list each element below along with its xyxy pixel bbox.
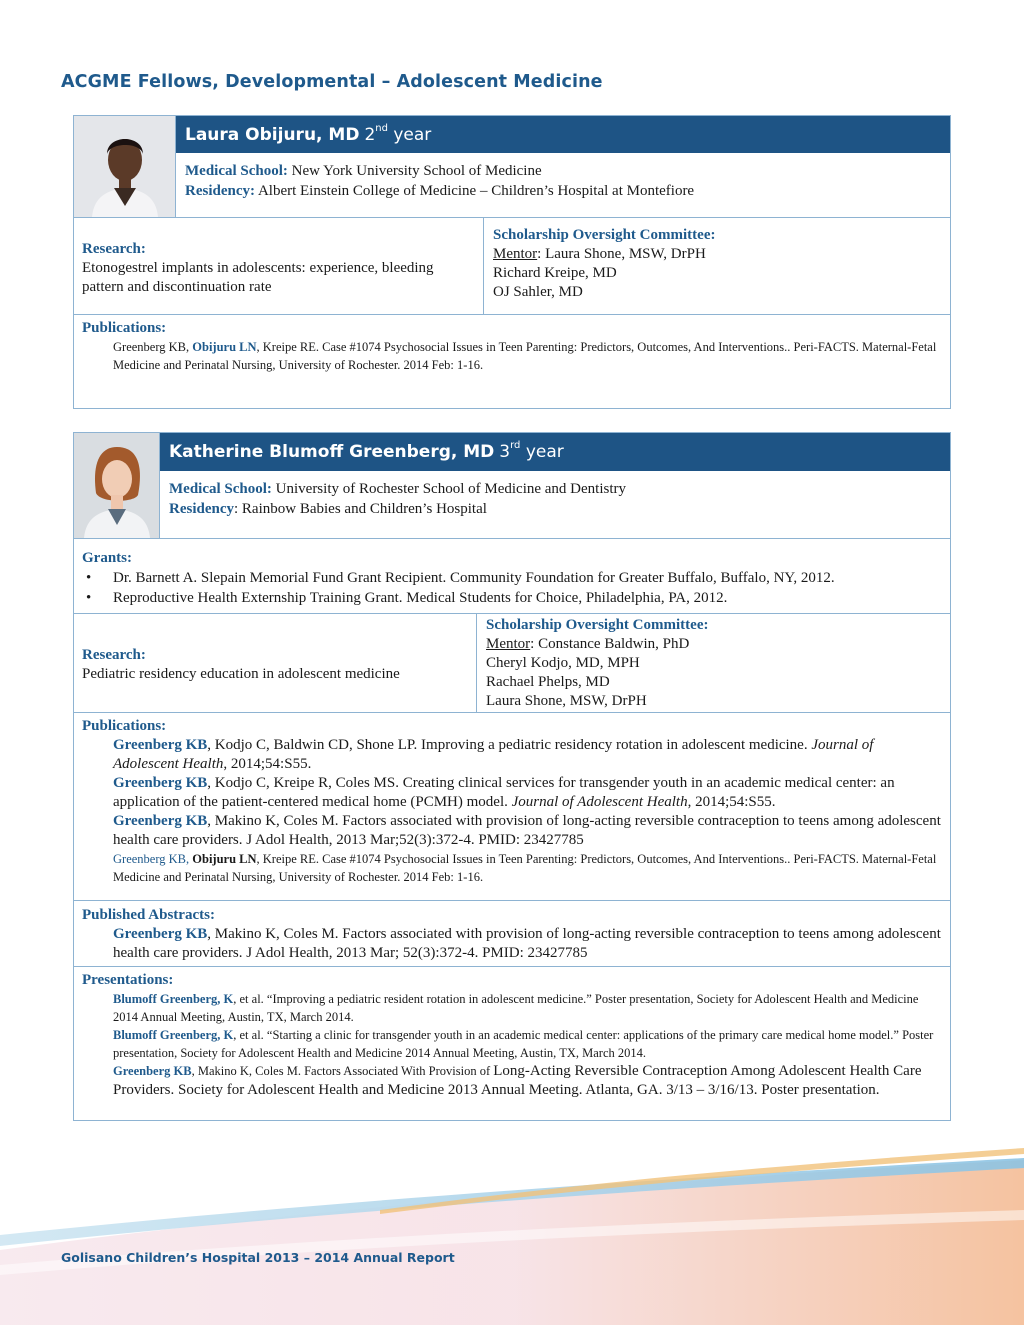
grant-item: • Dr. Barnett A. Slepain Memorial Fund Grant Recipient. Community Foundation for Greater Buffalo, Buffalo, NY, 2012. <box>104 568 942 588</box>
fellow-photo <box>74 116 176 217</box>
committee-block <box>477 614 950 712</box>
page-title: ACGME Fellows, Developmental – Adolescent Medicine <box>61 72 603 92</box>
publications-section <box>74 713 950 901</box>
committee-member: Richard Kreipe, MD <box>493 265 617 281</box>
medical-school-label: Medical School: <box>185 163 288 179</box>
fellow-photo <box>74 433 160 538</box>
publications-section <box>74 315 950 374</box>
presentation-item: Blumoff Greenberg, K, et al. “Improving a pediatric resident rotation in adolescent medicine.” Poster presentation, Society for Adolescent Health and Medicine 2014 Annual Meeting, Austin, TX, March 2014. <box>113 992 919 1024</box>
fellow-card-obijuru <box>73 115 951 409</box>
fellow-year: 3rd year <box>499 440 564 462</box>
publication-item: Greenberg KB, Obijuru LN, Kreipe RE. Case #1074 Psychosocial Issues in Teen Parenting: Predictors, Outcomes, And Interventions.. Peri-FACTS. Maternal-Fetal Medicine and Perinatal Nursing, University of Rochester. 2014 Feb: 1-16. <box>113 852 937 884</box>
fellow-name: Laura Obijuru, MD <box>185 124 360 145</box>
committee-member: Rachael Phelps, MD <box>486 674 610 690</box>
committee-member: OJ Sahler, MD <box>493 284 583 300</box>
presentation-item: Blumoff Greenberg, K, et al. “Starting a clinic for transgender youth in an academic medical center: applications of the primary care medical home model.” Poster presentation, Society for Adolescent Health and Medicine 2014 Annual Meeting, Austin, TX, March 2014. <box>113 1028 934 1060</box>
education-block: Medical School: University of Rochester School of Medicine and Dentistry Residency: Rainbow Babies and Children’s Hospital <box>169 481 626 517</box>
abstracts-section <box>74 901 950 967</box>
fellow-name-bar <box>176 116 950 153</box>
committee-label: Scholarship Oversight Committee: <box>493 227 716 243</box>
education-block <box>176 153 950 201</box>
grants-section <box>74 539 950 614</box>
research-committee-row <box>74 614 950 713</box>
mentor-line: Mentor: Constance Baldwin, PhD <box>486 636 690 652</box>
publication-item: Greenberg KB, Kodjo C, Kreipe R, Coles MS. Creating clinical services for transgender youth in an academic medical center: an application of the patient-centered medical home (PCMH) model. Journal of Adolescent Health, 2014;54:S55. <box>113 775 895 810</box>
medical-school-label: Medical School: <box>169 481 272 497</box>
fellow-card-greenberg <box>73 432 951 1121</box>
fellow-name: Katherine Blumoff Greenberg, MD <box>169 442 495 462</box>
research-block <box>74 614 477 712</box>
fellow-year: 2nd year <box>364 122 432 145</box>
fellow-header <box>74 433 950 539</box>
publication-item: Greenberg KB, Makino K, Coles M. Factors associated with provision of long-acting reversible contraception to teens among adolescent health care providers. J Adol Health, 2013 Mar;52(3):372-4. PMID: 23427785 <box>113 813 941 848</box>
medical-school: New York University School of Medicine <box>291 163 542 179</box>
residency: Rainbow Babies and Children’s Hospital <box>241 501 487 517</box>
footer-report-title: Golisano Children’s Hospital 2013 – 2014 Annual Report <box>61 1250 455 1265</box>
residency-label: Residency <box>169 501 234 517</box>
residency: Albert Einstein College of Medicine – Children’s Hospital at Montefiore <box>257 183 695 199</box>
committee-member: Laura Shone, MSW, DrPH <box>486 693 647 709</box>
research-committee-row <box>74 218 950 315</box>
publication-item: Greenberg KB, Obijuru LN, Kreipe RE. Case #1074 Psychosocial Issues in Teen Parenting: Predictors, Outcomes, And Interventions.. Peri-FACTS. Maternal-Fetal Medicine and Perinatal Nursing, University of Rochester. 2014 Feb: 1-16. <box>113 340 937 372</box>
presentation-item: Greenberg KB, Makino K, Coles M. Factors Associated With Provision of Long-Acting Reversible Contraception Among Adolescent Health Care Providers. Society for Adolescent Health and Medicine 2013 Annual Meeting. Atlanta, GA. 3/13 – 3/16/13. Poster presentation. <box>113 1063 922 1098</box>
publication-item: Greenberg KB, Kodjo C, Baldwin CD, Shone LP. Improving a pediatric residency rotation in adolescent medicine. Journal of Adolescent Health, 2014;54:S55. <box>113 737 874 772</box>
presentations-section <box>74 967 950 1100</box>
presentations-label: Presentations: <box>82 972 174 988</box>
research-block <box>74 218 484 314</box>
medical-school: University of Rochester School of Medicine and Dentistry <box>275 481 626 497</box>
committee-label: Scholarship Oversight Committee: <box>486 617 709 633</box>
committee-member: Cheryl Kodjo, MD, MPH <box>486 655 640 671</box>
mentor-line: Mentor: Laura Shone, MSW, DrPH <box>493 246 706 262</box>
research-text: Etonogestrel implants in adolescents: experience, bleeding pattern and discontinuation rate <box>82 260 434 295</box>
grants-label: Grants: <box>82 550 132 566</box>
abstract-item: Greenberg KB, Makino K, Coles M. Factors associated with provision of long-acting reversible contraception to teens among adolescent health care providers. J Adol Health, 2013 Mar; 52(3):372-4. PMID: 23427785 <box>113 926 941 961</box>
grant-item: • Reproductive Health Externship Training Grant. Medical Students for Choice, Philadelphia, PA, 2012. <box>104 588 942 608</box>
research-label: Research: <box>82 241 146 257</box>
fellow-header <box>74 116 950 218</box>
research-text: Pediatric residency education in adolescent medicine <box>82 666 400 682</box>
research-label: Research: <box>82 647 146 663</box>
committee-block <box>484 218 950 314</box>
publications-label: Publications: <box>82 320 167 336</box>
abstracts-label: Published Abstracts: <box>82 907 215 923</box>
residency-label: Residency: <box>185 183 255 199</box>
decorative-swoosh <box>0 1140 1024 1325</box>
fellow-name-bar <box>160 433 950 471</box>
publications-label: Publications: <box>82 718 167 734</box>
